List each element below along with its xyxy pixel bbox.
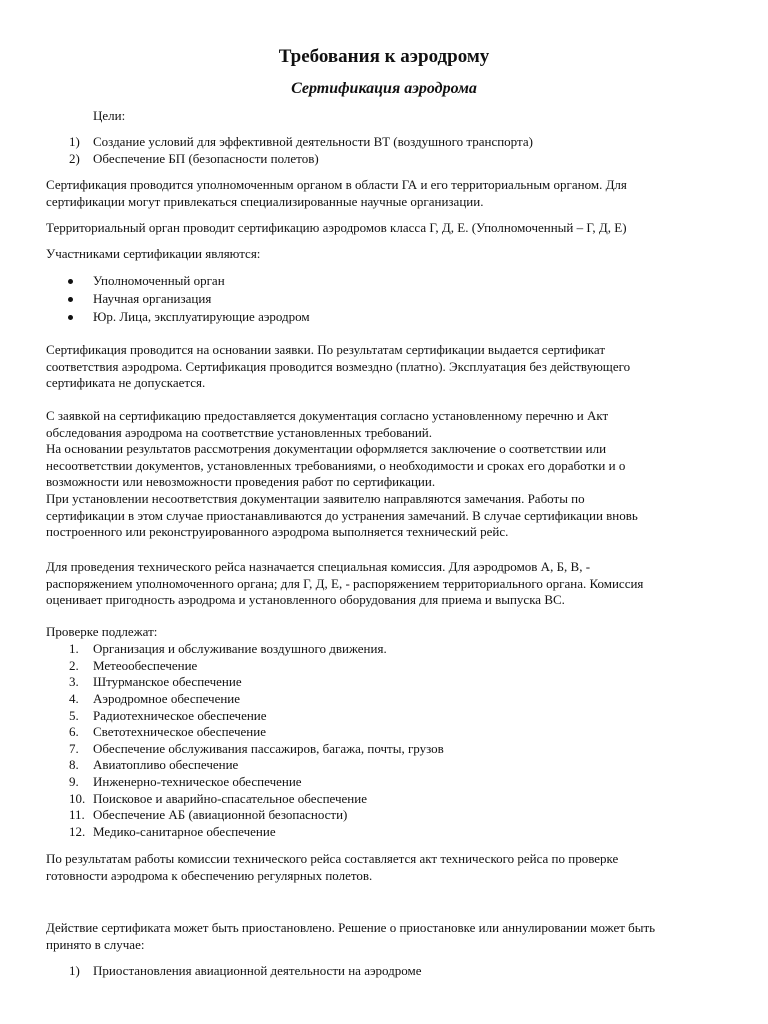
list-text: Инженерно-техническое обеспечение bbox=[93, 774, 302, 789]
list-item bbox=[0, 691, 768, 708]
list-text: Светотехническое обеспечение bbox=[93, 724, 266, 739]
list-number: 1. bbox=[69, 641, 79, 656]
list-text: Метеообеспечение bbox=[93, 658, 198, 673]
text-line: При установлении несоответствия документации заявителю направляются замечания. Работы по bbox=[46, 490, 585, 506]
list-number: 9. bbox=[69, 774, 79, 789]
list-number: 11. bbox=[69, 807, 85, 822]
list-number: 1) bbox=[69, 134, 80, 149]
list-item bbox=[0, 151, 768, 168]
text-line: сертификата не допускается. bbox=[46, 375, 206, 391]
text-line: готовности аэродрома к обеспечению регулярных полетов. bbox=[46, 867, 373, 883]
text-line: сертификации могут привлекаться специализированные научные организации. bbox=[46, 193, 484, 209]
list-text: Медико-санитарное обеспечение bbox=[93, 824, 276, 839]
text-line: С заявкой на сертификацию предоставляется документация согласно установленному перечню и Акт bbox=[46, 408, 609, 423]
paragraph-documentation bbox=[46, 408, 726, 541]
text-line: соответствия аэродрома. Сертификация проводится возмездно (платно). Эксплуатация без действующего bbox=[46, 358, 631, 374]
paragraph-certification-authority bbox=[46, 177, 726, 210]
bullet-icon bbox=[68, 297, 73, 302]
paragraph-act bbox=[46, 851, 726, 884]
list-item bbox=[0, 791, 768, 808]
list-number: 3. bbox=[69, 674, 79, 689]
text-line: Действие сертификата может быть приостановлено. Решение о приостановке или аннулировании может быть bbox=[46, 920, 656, 935]
list-number: 1) bbox=[69, 963, 80, 978]
text-line: сертификации в этом случае приостанавливаются до устранения замечаний. В случае сертификации вновь bbox=[46, 507, 638, 523]
bullet-text: Научная организация bbox=[93, 291, 212, 306]
text-line: На основании результатов рассмотрения документации оформляется заключение о соответствии или bbox=[46, 441, 607, 457]
text-line: распоряжением уполномоченного органа; для Г, Д, Е, - распоряжением территориального органа. Комиссия bbox=[46, 575, 644, 591]
list-number: 2. bbox=[69, 658, 79, 673]
list-text: Обеспечение обслуживания пассажиров, багажа, почты, грузов bbox=[93, 741, 444, 756]
list-item bbox=[0, 674, 768, 691]
list-text: Создание условий для эффективной деятельности ВТ (воздушного транспорта) bbox=[93, 134, 533, 149]
paragraph-application bbox=[46, 342, 726, 392]
paragraph-technical-flight bbox=[46, 559, 726, 609]
text-line: построенного или реконструированного аэродрома выполняется технический рейс. bbox=[46, 524, 509, 540]
list-item bbox=[0, 724, 768, 741]
list-number: 10. bbox=[69, 791, 86, 806]
list-number: 12. bbox=[69, 824, 86, 839]
list-item bbox=[0, 963, 768, 980]
list-text: Приостановления авиационной деятельности на аэродроме bbox=[93, 963, 422, 978]
list-item bbox=[0, 134, 768, 151]
list-text: Авиатопливо обеспечение bbox=[93, 757, 239, 772]
list-text: Штурманское обеспечение bbox=[93, 674, 242, 689]
list-item bbox=[0, 807, 768, 824]
list-text: Обеспечение АБ (авиационной безопасности) bbox=[93, 807, 348, 822]
list-number: 8. bbox=[69, 757, 79, 772]
bullet-item bbox=[0, 291, 768, 308]
list-number: 6. bbox=[69, 724, 79, 739]
list-item bbox=[0, 774, 768, 791]
text-line: оценивает пригодность аэродрома и установленного оборудования для приема и выпуска ВС. bbox=[46, 592, 565, 608]
list-item bbox=[0, 641, 768, 658]
page-subtitle: Сертификация аэродрома bbox=[291, 80, 477, 97]
paragraph-suspension bbox=[46, 920, 726, 953]
list-item bbox=[0, 741, 768, 758]
list-item bbox=[0, 708, 768, 725]
bullet-icon bbox=[68, 315, 73, 320]
text-line: Для проведения технического рейса назначается специальная комиссия. Для аэродромов А, Б, В, - bbox=[46, 559, 591, 574]
bullet-item bbox=[0, 309, 768, 326]
bullet-text: Уполномоченный орган bbox=[93, 273, 225, 288]
list-text: Поисковое и аварийно-спасательное обеспечение bbox=[93, 791, 367, 806]
page-title: Требования к аэродрому bbox=[278, 46, 490, 67]
participants-label: Участниками сертификации являются: bbox=[46, 246, 261, 261]
list-text: Обеспечение БП (безопасности полетов) bbox=[93, 151, 319, 166]
list-number: 4. bbox=[69, 691, 79, 706]
list-text: Организация и обслуживание воздушного движения. bbox=[93, 641, 387, 656]
list-number: 2) bbox=[69, 151, 80, 166]
list-item bbox=[0, 757, 768, 774]
text-line: несоответствии документов, установленных требованиями, о необходимости и сроках его доработки и о bbox=[46, 457, 626, 473]
text-line: Сертификация проводится на основании заявки. По результатам сертификации выдается сертификат bbox=[46, 342, 606, 357]
list-number: 7. bbox=[69, 741, 79, 756]
text-line: По результатам работы комиссии технического рейса составляется акт технического рейса по проверке bbox=[46, 851, 619, 866]
goals-label: Цели: bbox=[93, 108, 126, 123]
list-item bbox=[0, 824, 768, 841]
bullet-item bbox=[0, 273, 768, 290]
checks-label: Проверке подлежат: bbox=[46, 624, 158, 639]
list-text: Аэродромное обеспечение bbox=[93, 691, 241, 706]
bullet-text: Юр. Лица, эксплуатирующие аэродром bbox=[93, 309, 310, 324]
text-line: Сертификация проводится уполномоченным органом в области ГА и его территориальным органом. Для bbox=[46, 177, 627, 192]
paragraph-territorial-body: Территориальный орган проводит сертификацию аэродромов класса Г, Д, Е. (Уполномоченный – Г, Д, Е) bbox=[46, 220, 627, 235]
text-line: обследования аэродрома на соответствие установленных требований. bbox=[46, 424, 433, 440]
list-number: 5. bbox=[69, 708, 79, 723]
text-line: принято в случае: bbox=[46, 936, 145, 952]
text-line: возможности или невозможности проведения работ по сертификации. bbox=[46, 474, 436, 490]
list-text: Радиотехническое обеспечение bbox=[93, 708, 267, 723]
bullet-icon bbox=[68, 279, 73, 284]
list-item bbox=[0, 658, 768, 675]
